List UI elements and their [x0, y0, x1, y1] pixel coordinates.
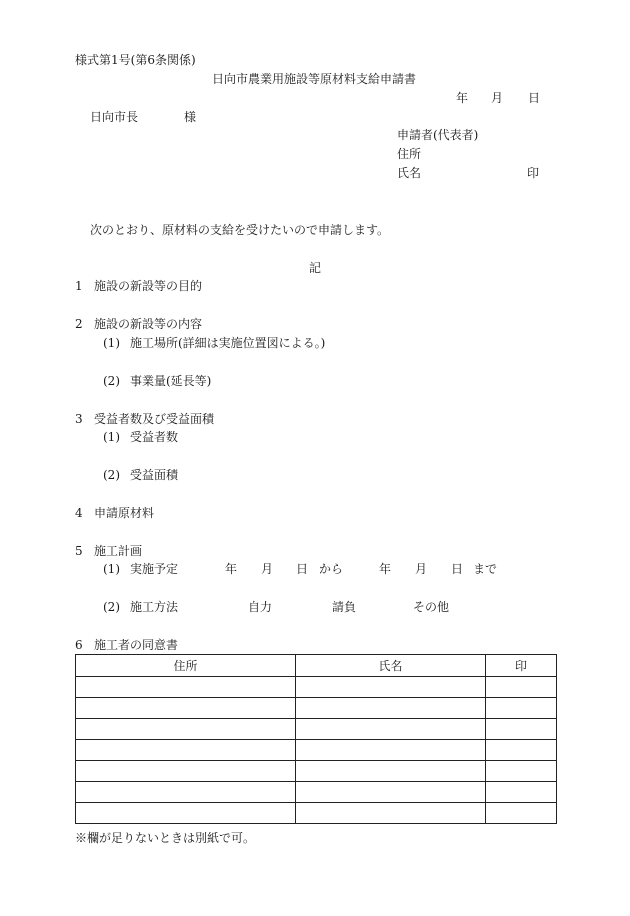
schedule-from: から	[319, 562, 344, 576]
address-cell[interactable]	[76, 698, 296, 719]
schedule-end-year: 年	[379, 562, 392, 576]
address-cell[interactable]	[76, 677, 296, 698]
intro-text: 次のとおり、原材料の支給を受けたいので申請します。	[90, 223, 390, 237]
name-cell[interactable]	[296, 719, 486, 740]
seal-cell[interactable]	[486, 782, 557, 803]
consent-table-header-row	[76, 655, 557, 677]
name-cell[interactable]	[296, 761, 486, 782]
applicant-address-label: 住所	[397, 147, 422, 161]
name-cell[interactable]	[296, 698, 486, 719]
method-option-other: その他	[413, 600, 450, 614]
schedule-start-day: 日	[296, 562, 309, 576]
footnote: ※欄が足りないときは別紙で可。	[75, 831, 256, 845]
table-row	[76, 677, 557, 698]
item-2-1-number: (1)	[103, 336, 120, 350]
consent-table	[75, 654, 557, 824]
addressee-name: 日向市長	[90, 110, 139, 124]
form-title: 日向市農業用施設等原材料支給申請書	[212, 72, 417, 86]
address-cell[interactable]	[76, 782, 296, 803]
table-row	[76, 782, 557, 803]
item-3-2-label: 受益面積	[130, 468, 179, 482]
header-address: 住所	[76, 655, 296, 677]
item-2-number: 2	[75, 317, 83, 331]
item-3-1-label: 受益者数	[130, 430, 179, 444]
seal-cell[interactable]	[486, 677, 557, 698]
table-row	[76, 740, 557, 761]
schedule-start-year: 年	[225, 562, 238, 576]
item-6-number: 6	[75, 638, 83, 652]
item-2-label: 施設の新設等の内容	[94, 317, 203, 331]
address-cell[interactable]	[76, 761, 296, 782]
seal-cell[interactable]	[486, 740, 557, 761]
item-1-label: 施設の新設等の目的	[94, 279, 203, 293]
item-5-2-label: 施工方法	[130, 600, 179, 614]
date-month-label: 月	[491, 91, 504, 105]
table-row	[76, 803, 557, 824]
item-2-2-label: 事業量(延長等)	[130, 374, 212, 388]
date-year-label: 年	[456, 91, 469, 105]
item-4-label: 申請原材料	[94, 506, 155, 520]
item-3-label: 受益者数及び受益面積	[94, 412, 215, 426]
name-cell[interactable]	[296, 782, 486, 803]
schedule-end-day: 日	[451, 562, 464, 576]
schedule-start-month: 月	[261, 562, 274, 576]
address-cell[interactable]	[76, 719, 296, 740]
date-day-label: 日	[528, 91, 541, 105]
item-2-1-label: 施工場所(詳細は実施位置図による。)	[130, 336, 326, 350]
item-3-number: 3	[75, 412, 83, 426]
header-seal: 印	[486, 655, 557, 677]
address-cell[interactable]	[76, 740, 296, 761]
item-5-1-number: (1)	[103, 562, 120, 576]
item-3-2-number: (2)	[103, 468, 120, 482]
seal-cell[interactable]	[486, 698, 557, 719]
item-6-label: 施工者の同意書	[94, 638, 179, 652]
schedule-end-month: 月	[415, 562, 428, 576]
item-2-2-number: (2)	[103, 374, 120, 388]
name-cell[interactable]	[296, 803, 486, 824]
method-option-self: 自力	[248, 600, 273, 614]
header-name: 氏名	[296, 655, 486, 677]
name-cell[interactable]	[296, 740, 486, 761]
ki-heading: 記	[309, 261, 322, 275]
addressee-honorific: 様	[184, 110, 197, 124]
item-4-number: 4	[75, 506, 83, 520]
applicant-label: 申請者(代表者)	[397, 128, 479, 142]
item-5-2-number: (2)	[103, 600, 120, 614]
seal-cell[interactable]	[486, 803, 557, 824]
seal-cell[interactable]	[486, 761, 557, 782]
form-number: 様式第1号(第6条関係)	[75, 53, 196, 67]
method-option-contract: 請負	[332, 600, 357, 614]
name-cell[interactable]	[296, 677, 486, 698]
table-row	[76, 698, 557, 719]
table-row	[76, 761, 557, 782]
address-cell[interactable]	[76, 803, 296, 824]
schedule-until: まで	[473, 562, 498, 576]
table-row	[76, 719, 557, 740]
item-3-1-number: (1)	[103, 430, 120, 444]
seal-cell[interactable]	[486, 719, 557, 740]
item-5-label: 施工計画	[94, 544, 143, 558]
applicant-seal: 印	[527, 166, 540, 180]
item-1-number: 1	[75, 279, 83, 293]
applicant-name-label: 氏名	[397, 166, 422, 180]
item-5-number: 5	[75, 544, 83, 558]
item-5-1-label: 実施予定	[130, 562, 179, 576]
